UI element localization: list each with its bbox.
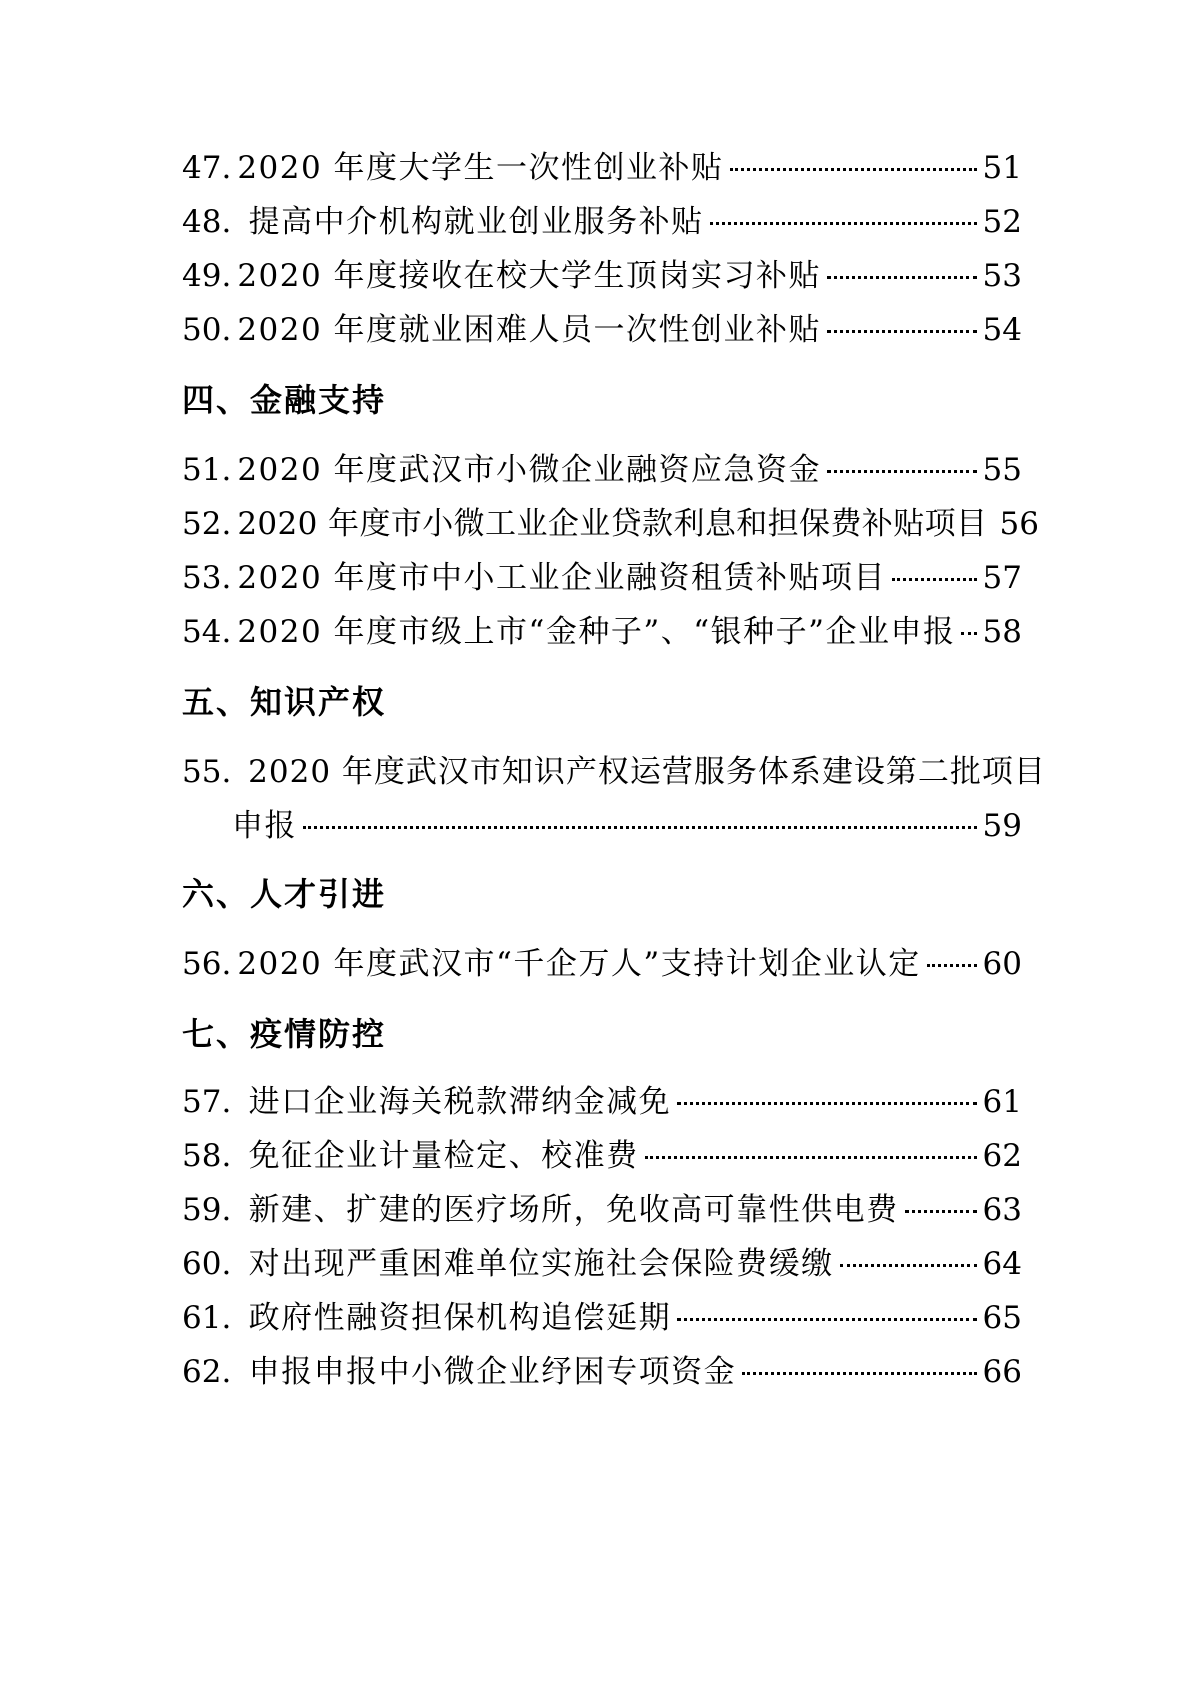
dot-leader <box>840 1264 977 1267</box>
toc-entry-62[interactable] <box>182 1350 1022 1394</box>
toc-entry-47[interactable] <box>182 146 1022 190</box>
toc-entry-54[interactable] <box>182 610 1022 654</box>
dot-leader <box>303 826 977 829</box>
entry-number: 59. <box>182 1192 232 1228</box>
entry-page-number: 60 <box>982 946 1022 982</box>
dot-leader <box>677 1318 976 1321</box>
entry-title: 2020 年度武汉市小微企业融资应急资金 <box>237 452 822 488</box>
toc-entry-58[interactable] <box>182 1134 1022 1178</box>
toc-entry-56[interactable] <box>182 942 1022 986</box>
entry-title: 免征企业计量检定、校准费 <box>248 1138 639 1174</box>
toc-entry-49[interactable] <box>182 254 1022 298</box>
toc-entry-60[interactable] <box>182 1242 1022 1286</box>
entry-number: 55. <box>182 754 232 790</box>
entry-number: 49. <box>182 258 232 294</box>
entry-number: 47. <box>182 150 232 186</box>
entry-page-number: 57 <box>982 560 1022 596</box>
entry-page-number: 61 <box>982 1084 1022 1120</box>
entry-number: 53. <box>182 560 232 596</box>
entry-page-number: 62 <box>982 1138 1022 1174</box>
dot-leader <box>961 632 976 635</box>
toc-entry-61[interactable] <box>182 1296 1022 1340</box>
section-heading-talent: 六、人才引进 <box>182 875 387 913</box>
entry-page-number: 65 <box>982 1300 1022 1336</box>
entry-title-continued: 申报 <box>232 808 297 844</box>
entry-page-number: 66 <box>982 1354 1022 1390</box>
entry-title: 提高中介机构就业创业服务补贴 <box>248 204 704 240</box>
entry-page-number: 58 <box>982 614 1022 650</box>
entry-title: 2020 年度市级上市“金种子”、“银种子”企业申报 <box>237 614 956 650</box>
entry-number: 62. <box>182 1354 232 1390</box>
dot-leader <box>677 1102 976 1105</box>
entry-page-number: 64 <box>982 1246 1022 1282</box>
entry-title: 2020 年度大学生一次性创业补贴 <box>237 150 724 186</box>
toc-entry-59[interactable] <box>182 1188 1022 1232</box>
toc-entry-55[interactable] <box>182 750 1046 794</box>
toc-entry-57[interactable] <box>182 1080 1022 1124</box>
dot-leader <box>827 470 976 473</box>
toc-entry-48[interactable] <box>182 200 1022 244</box>
entry-title: 对出现严重困难单位实施社会保险费缓缴 <box>248 1246 834 1282</box>
section-heading-finance: 四、金融支持 <box>182 381 387 419</box>
dot-leader <box>827 276 976 279</box>
toc-entry-53[interactable] <box>182 556 1022 600</box>
entry-title: 2020 年度就业困难人员一次性创业补贴 <box>237 312 822 348</box>
toc-entry-55-continuation[interactable] <box>232 804 1022 848</box>
entry-number: 61. <box>182 1300 232 1336</box>
entry-number: 48. <box>182 204 232 240</box>
entry-title: 2020 年度市中小工业企业融资租赁补贴项目 <box>237 560 887 596</box>
entry-title: 2020 年度接收在校大学生顶岗实习补贴 <box>237 258 822 294</box>
entry-page-number: 59 <box>982 808 1022 844</box>
toc-entry-51[interactable] <box>182 448 1022 492</box>
dot-leader <box>645 1156 977 1159</box>
entry-page-number: 52 <box>982 204 1022 240</box>
toc-entry-50[interactable] <box>182 308 1022 352</box>
dot-leader <box>927 964 977 967</box>
dot-leader <box>905 1210 977 1213</box>
entry-title: 2020 年度武汉市知识产权运营服务体系建设第二批项目 <box>248 754 1046 790</box>
entry-title: 2020 年度武汉市“千企万人”支持计划企业认定 <box>237 946 921 982</box>
entry-number: 56. <box>182 946 232 982</box>
entry-page-number: 55 <box>982 452 1022 488</box>
entry-number: 60. <box>182 1246 232 1282</box>
dot-leader <box>892 578 976 581</box>
entry-title: 2020 年度市小微工业企业贷款利息和担保费补贴项目 <box>237 506 988 542</box>
entry-title: 新建、扩建的医疗场所，免收高可靠性供电费 <box>248 1192 899 1228</box>
entry-page-number: 63 <box>982 1192 1022 1228</box>
entry-page-number: 56 <box>999 506 1039 542</box>
entry-number: 52. <box>182 506 232 542</box>
section-heading-epidemic: 七、疫情防控 <box>182 1015 387 1053</box>
toc-entry-52[interactable] <box>182 502 1039 546</box>
entry-number: 57. <box>182 1084 232 1120</box>
entry-title: 申报申报中小微企业纾困专项资金 <box>248 1354 737 1390</box>
dot-leader <box>742 1372 976 1375</box>
entry-number: 50. <box>182 312 232 348</box>
section-heading-ip: 五、知识产权 <box>182 683 387 721</box>
dot-leader <box>827 330 976 333</box>
entry-title: 进口企业海关税款滞纳金减免 <box>248 1084 672 1120</box>
entry-page-number: 54 <box>982 312 1022 348</box>
entry-number: 51. <box>182 452 232 488</box>
entry-number: 58. <box>182 1138 232 1174</box>
entry-title: 政府性融资担保机构追偿延期 <box>248 1300 672 1336</box>
dot-leader <box>730 168 977 171</box>
entry-page-number: 51 <box>982 150 1022 186</box>
dot-leader <box>710 222 977 225</box>
entry-page-number: 53 <box>982 258 1022 294</box>
entry-number: 54. <box>182 614 232 650</box>
